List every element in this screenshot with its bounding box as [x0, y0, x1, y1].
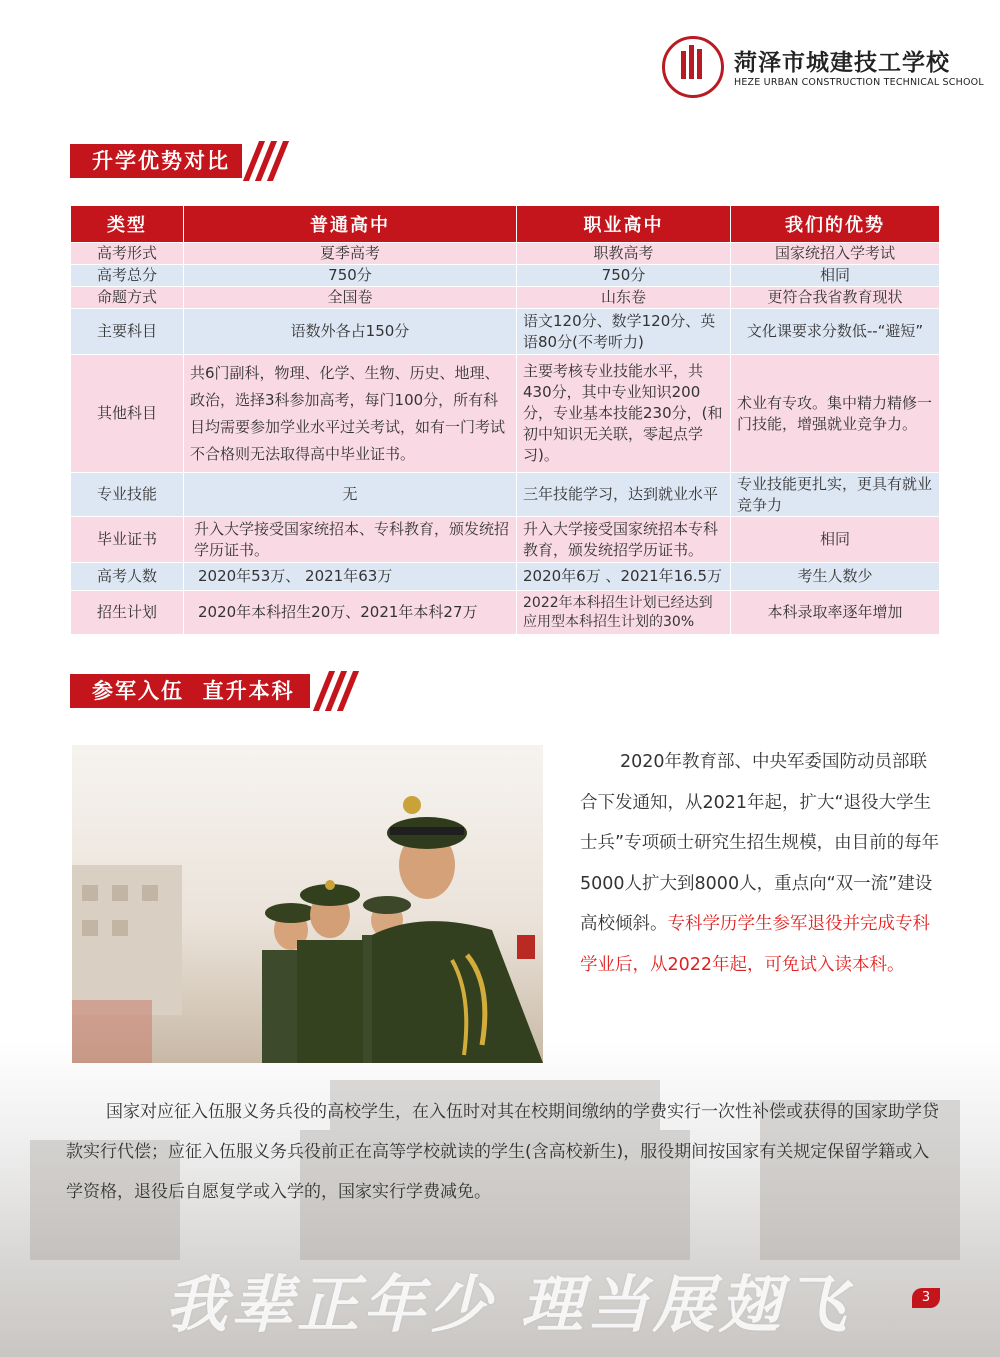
table-cell: 全国卷 [184, 287, 517, 309]
table-header-cell: 我们的优势 [731, 206, 940, 243]
slogan-text: 我辈正年少 理当展翅飞 [165, 1268, 851, 1341]
table-cell: 750分 [184, 265, 517, 287]
table-cell: 命题方式 [71, 287, 184, 309]
table-cell: 更符合我省教育现状 [731, 287, 940, 309]
table-cell: 其他科目 [71, 355, 184, 473]
school-name-en: HEZE URBAN CONSTRUCTION TECHNICAL SCHOOL [734, 77, 984, 88]
table-cell: 高考形式 [71, 243, 184, 265]
school-logo [662, 36, 984, 106]
soldiers-illustration [72, 745, 543, 1063]
section-title-military [70, 674, 370, 708]
table-cell: 专业技能更扎实，更具有就业竞争力 [731, 473, 940, 517]
table-cell: 750分 [517, 265, 731, 287]
table-cell: 无 [184, 473, 517, 517]
school-seal-icon [662, 36, 724, 98]
table-row [71, 517, 940, 563]
military-policy-text: 2020年教育部、中央军委国防动员部联合下发通知，从2021年起，扩大“退役大学生士兵”专项硕士研究生招生规模，由目前的每年5000人扩大到8000人，重点向“双一流”建设高校倾斜。 [580, 752, 940, 934]
table-cell: 相同 [731, 265, 940, 287]
tuition-policy-paragraph [66, 1092, 940, 1212]
soldiers-photo [72, 745, 543, 1063]
table-cell: 职教高考 [517, 243, 731, 265]
table-header-cell: 职业高中 [517, 206, 731, 243]
table-row [71, 591, 940, 635]
table-row [71, 473, 940, 517]
military-policy-paragraph [580, 742, 940, 985]
table-header-cell: 类型 [71, 206, 184, 243]
table-cell: 招生计划 [71, 591, 184, 635]
table-cell: 本科录取率逐年增加 [731, 591, 940, 635]
table-cell: 三年技能学习，达到就业水平 [517, 473, 731, 517]
table-header-cell: 普通高中 [184, 206, 517, 243]
table-cell: 术业有专攻。集中精力精修一门技能，增强就业竞争力。 [731, 355, 940, 473]
table-row [71, 563, 940, 591]
military-policy-highlight: 专科学历学生参军退役并完成专科学业后，从2022年起，可免试入读本科。 [580, 914, 930, 975]
table-cell: 语数外各占150分 [184, 309, 517, 355]
table-cell: 2022年本科招生计划已经达到应用型本科招生计划的30% [517, 591, 731, 635]
table-cell: 文化课要求分数低--“避短” [731, 309, 940, 355]
table-cell: 高考总分 [71, 265, 184, 287]
tuition-policy-text: 国家对应征入伍服义务兵役的高校学生，在入伍时对其在校期间缴纳的学费实行一次性补偿或获得的国家助学贷款实行代偿；应征入伍服义务兵役前正在高等学校就读的学生(含高校新生)，服役期间按国家有关规定保留学籍或入学资格，退役后自愿复学或入学的，国家实行学费减免。 [66, 1102, 939, 1202]
table-cell: 主要科目 [71, 309, 184, 355]
table-row [71, 287, 940, 309]
table-row [71, 355, 940, 473]
section-title-label: 参军入伍 直升本科 [70, 674, 310, 708]
section-title-label: 升学优势对比 [70, 144, 242, 178]
table-cell: 国家统招入学考试 [731, 243, 940, 265]
table-cell: 夏季高考 [184, 243, 517, 265]
table-cell: 考生人数少 [731, 563, 940, 591]
school-name-cn: 菏泽市城建技工学校 [734, 49, 950, 76]
table-cell: 2020年53万、 2021年63万 [184, 563, 517, 591]
table-cell: 升入大学接受国家统招本专科教育，颁发统招学历证书。 [517, 517, 731, 563]
table-cell: 共6门副科，物理、化学、生物、历史、地理、政治，选择3科参加高考，每门100分，所有科目均需要参加学业水平过关考试，如有一门考试不合格则无法取得高中毕业证书。 [184, 355, 517, 473]
table-cell: 2020年本科招生20万、2021年本科27万 [184, 591, 517, 635]
table-header-row [71, 206, 940, 243]
table-cell: 语文120分、数学120分、英语80分(不考听力) [517, 309, 731, 355]
table-row [71, 309, 940, 355]
table-cell: 毕业证书 [71, 517, 184, 563]
comparison-table [70, 205, 940, 635]
table-cell: 高考人数 [71, 563, 184, 591]
table-cell: 专业技能 [71, 473, 184, 517]
table-row [71, 243, 940, 265]
section-title-advantage [70, 144, 300, 178]
page-number: 3 [912, 1288, 940, 1308]
table-cell: 升入大学接受国家统招本、专科教育，颁发统招学历证书。 [184, 517, 517, 563]
table-cell: 主要考核专业技能水平，共430分，其中专业知识200分，专业基本技能230分，(和初中知识无关联，零起点学习)。 [517, 355, 731, 473]
table-cell: 相同 [731, 517, 940, 563]
table-row [71, 265, 940, 287]
table-cell: 2020年6万 、2021年16.5万 [517, 563, 731, 591]
table-cell: 山东卷 [517, 287, 731, 309]
